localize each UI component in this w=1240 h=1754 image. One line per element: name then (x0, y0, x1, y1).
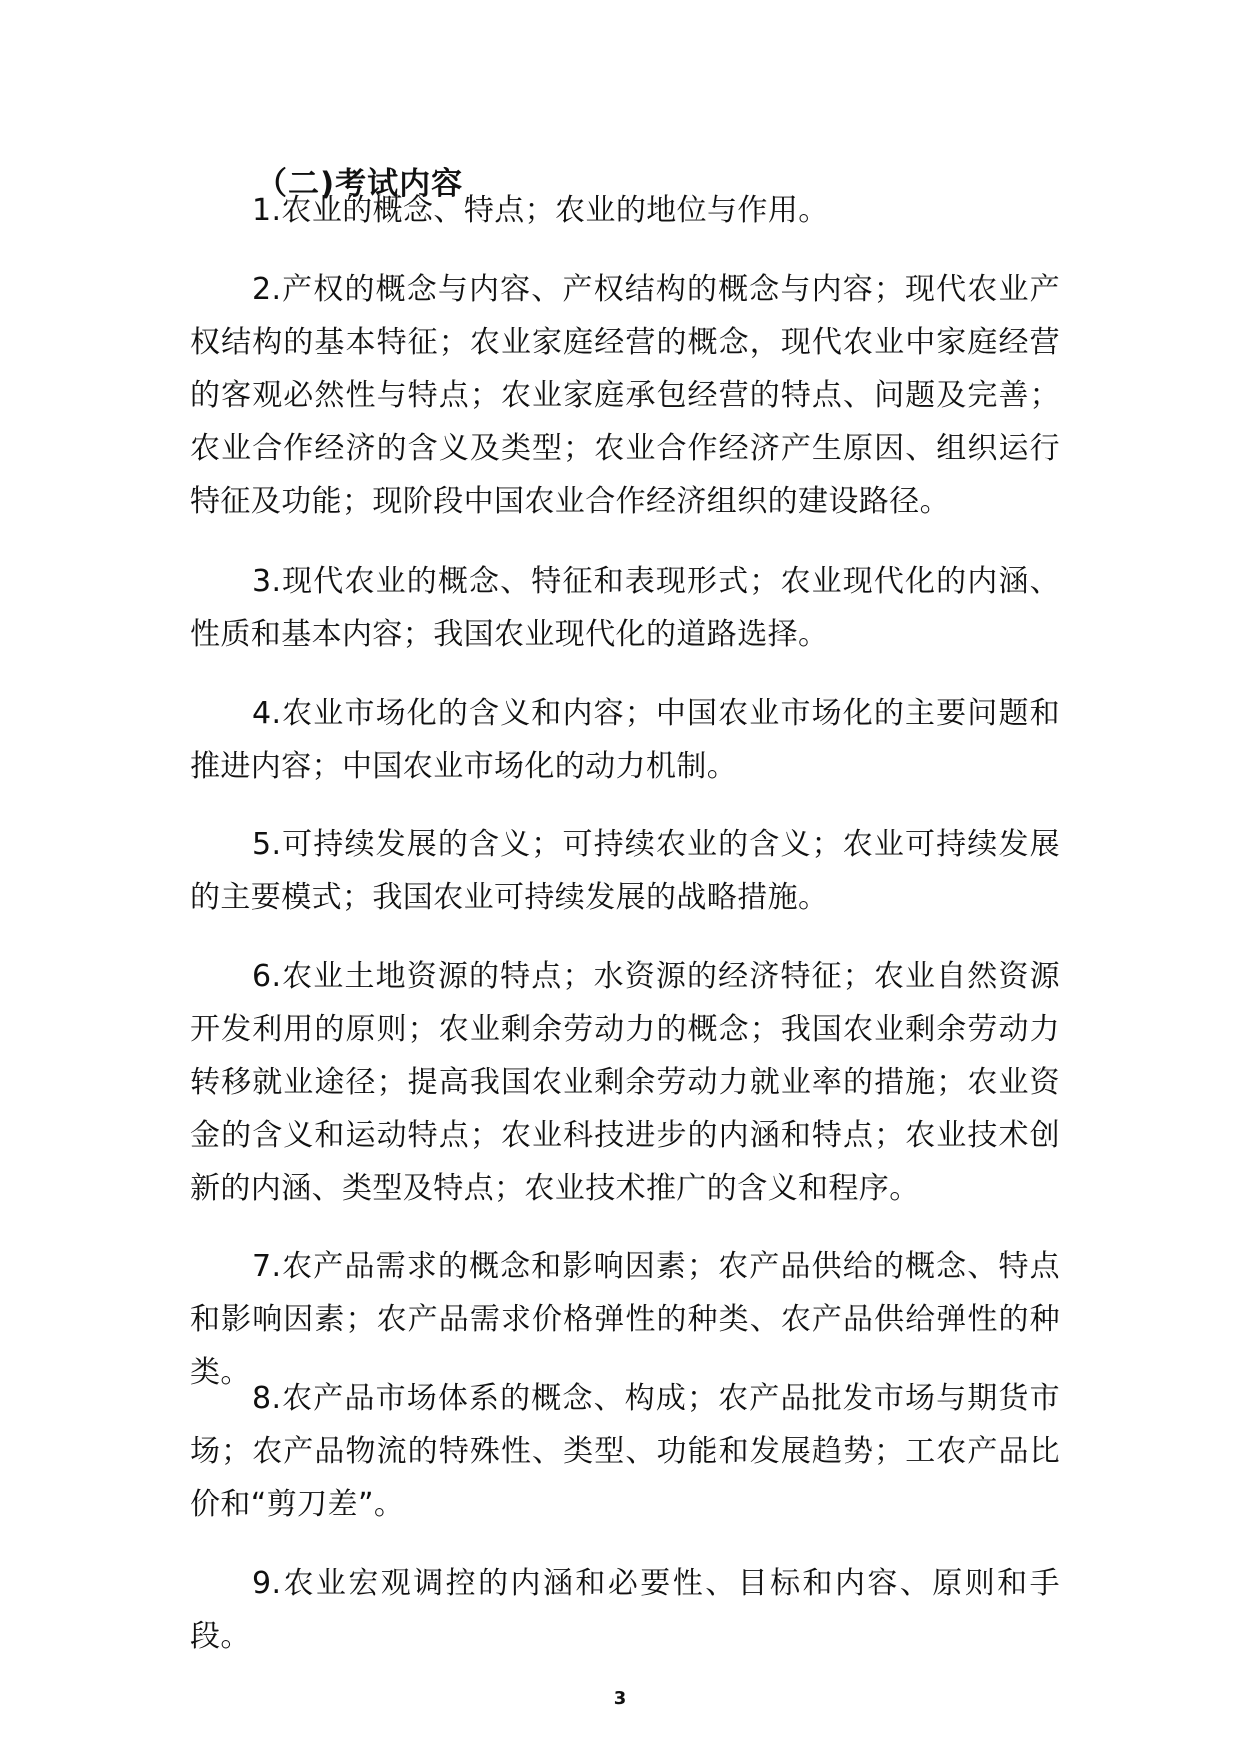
content-item-1: 1.农业的概念、特点；农业的地位与作用。 (252, 193, 829, 228)
section-heading: （二)考试内容 (256, 166, 464, 202)
content-item-4: 4.农业市场化的含义和内容；中国农业市场化的主要问题和推进内容；中国农业市场化的动力机制。 (190, 696, 1060, 784)
content-item-5: 5.可持续发展的含义；可持续农业的含义；农业可持续发展的主要模式；我国农业可持续发展的战略措施。 (190, 827, 1060, 915)
content-item-7: 7.农产品需求的概念和影响因素；农产品供给的概念、特点和影响因素；农产品需求价格弹性的种类、农产品供给弹性的种类。 (190, 1249, 1060, 1390)
page-number: 3 (613, 1688, 627, 1709)
content-item-9: 9.农业宏观调控的内涵和必要性、目标和内容、原则和手段。 (190, 1566, 1060, 1654)
content-item-8: 8.农产品市场体系的概念、构成；农产品批发市场与期货市场；农产品物流的特殊性、类型、功能和发展趋势；工农产品比价和“剪刀差”。 (190, 1381, 1060, 1522)
content-item-3: 3.现代农业的概念、特征和表现形式；农业现代化的内涵、性质和基本内容；我国农业现代化的道路选择。 (190, 564, 1060, 652)
content-item-6: 6.农业土地资源的特点；水资源的经济特征；农业自然资源开发利用的原则；农业剩余劳动力的概念；我国农业剩余劳动力转移就业途径；提高我国农业剩余劳动力就业率的措施；农业资金的含义和运动特点；农业科技进步的内涵和特点；农业技术创新的内涵、类型及特点；农业技术推广的含义和程序。 (190, 959, 1060, 1206)
content-item-2: 2.产权的概念与内容、产权结构的概念与内容；现代农业产权结构的基本特征；农业家庭经营的概念，现代农业中家庭经营的客观必然性与特点；农业家庭承包经营的特点、问题及完善；农业合作经济的含义及类型；农业合作经济产生原因、组织运行特征及功能；现阶段中国农业合作经济组织的建设路径。 (190, 272, 1060, 519)
